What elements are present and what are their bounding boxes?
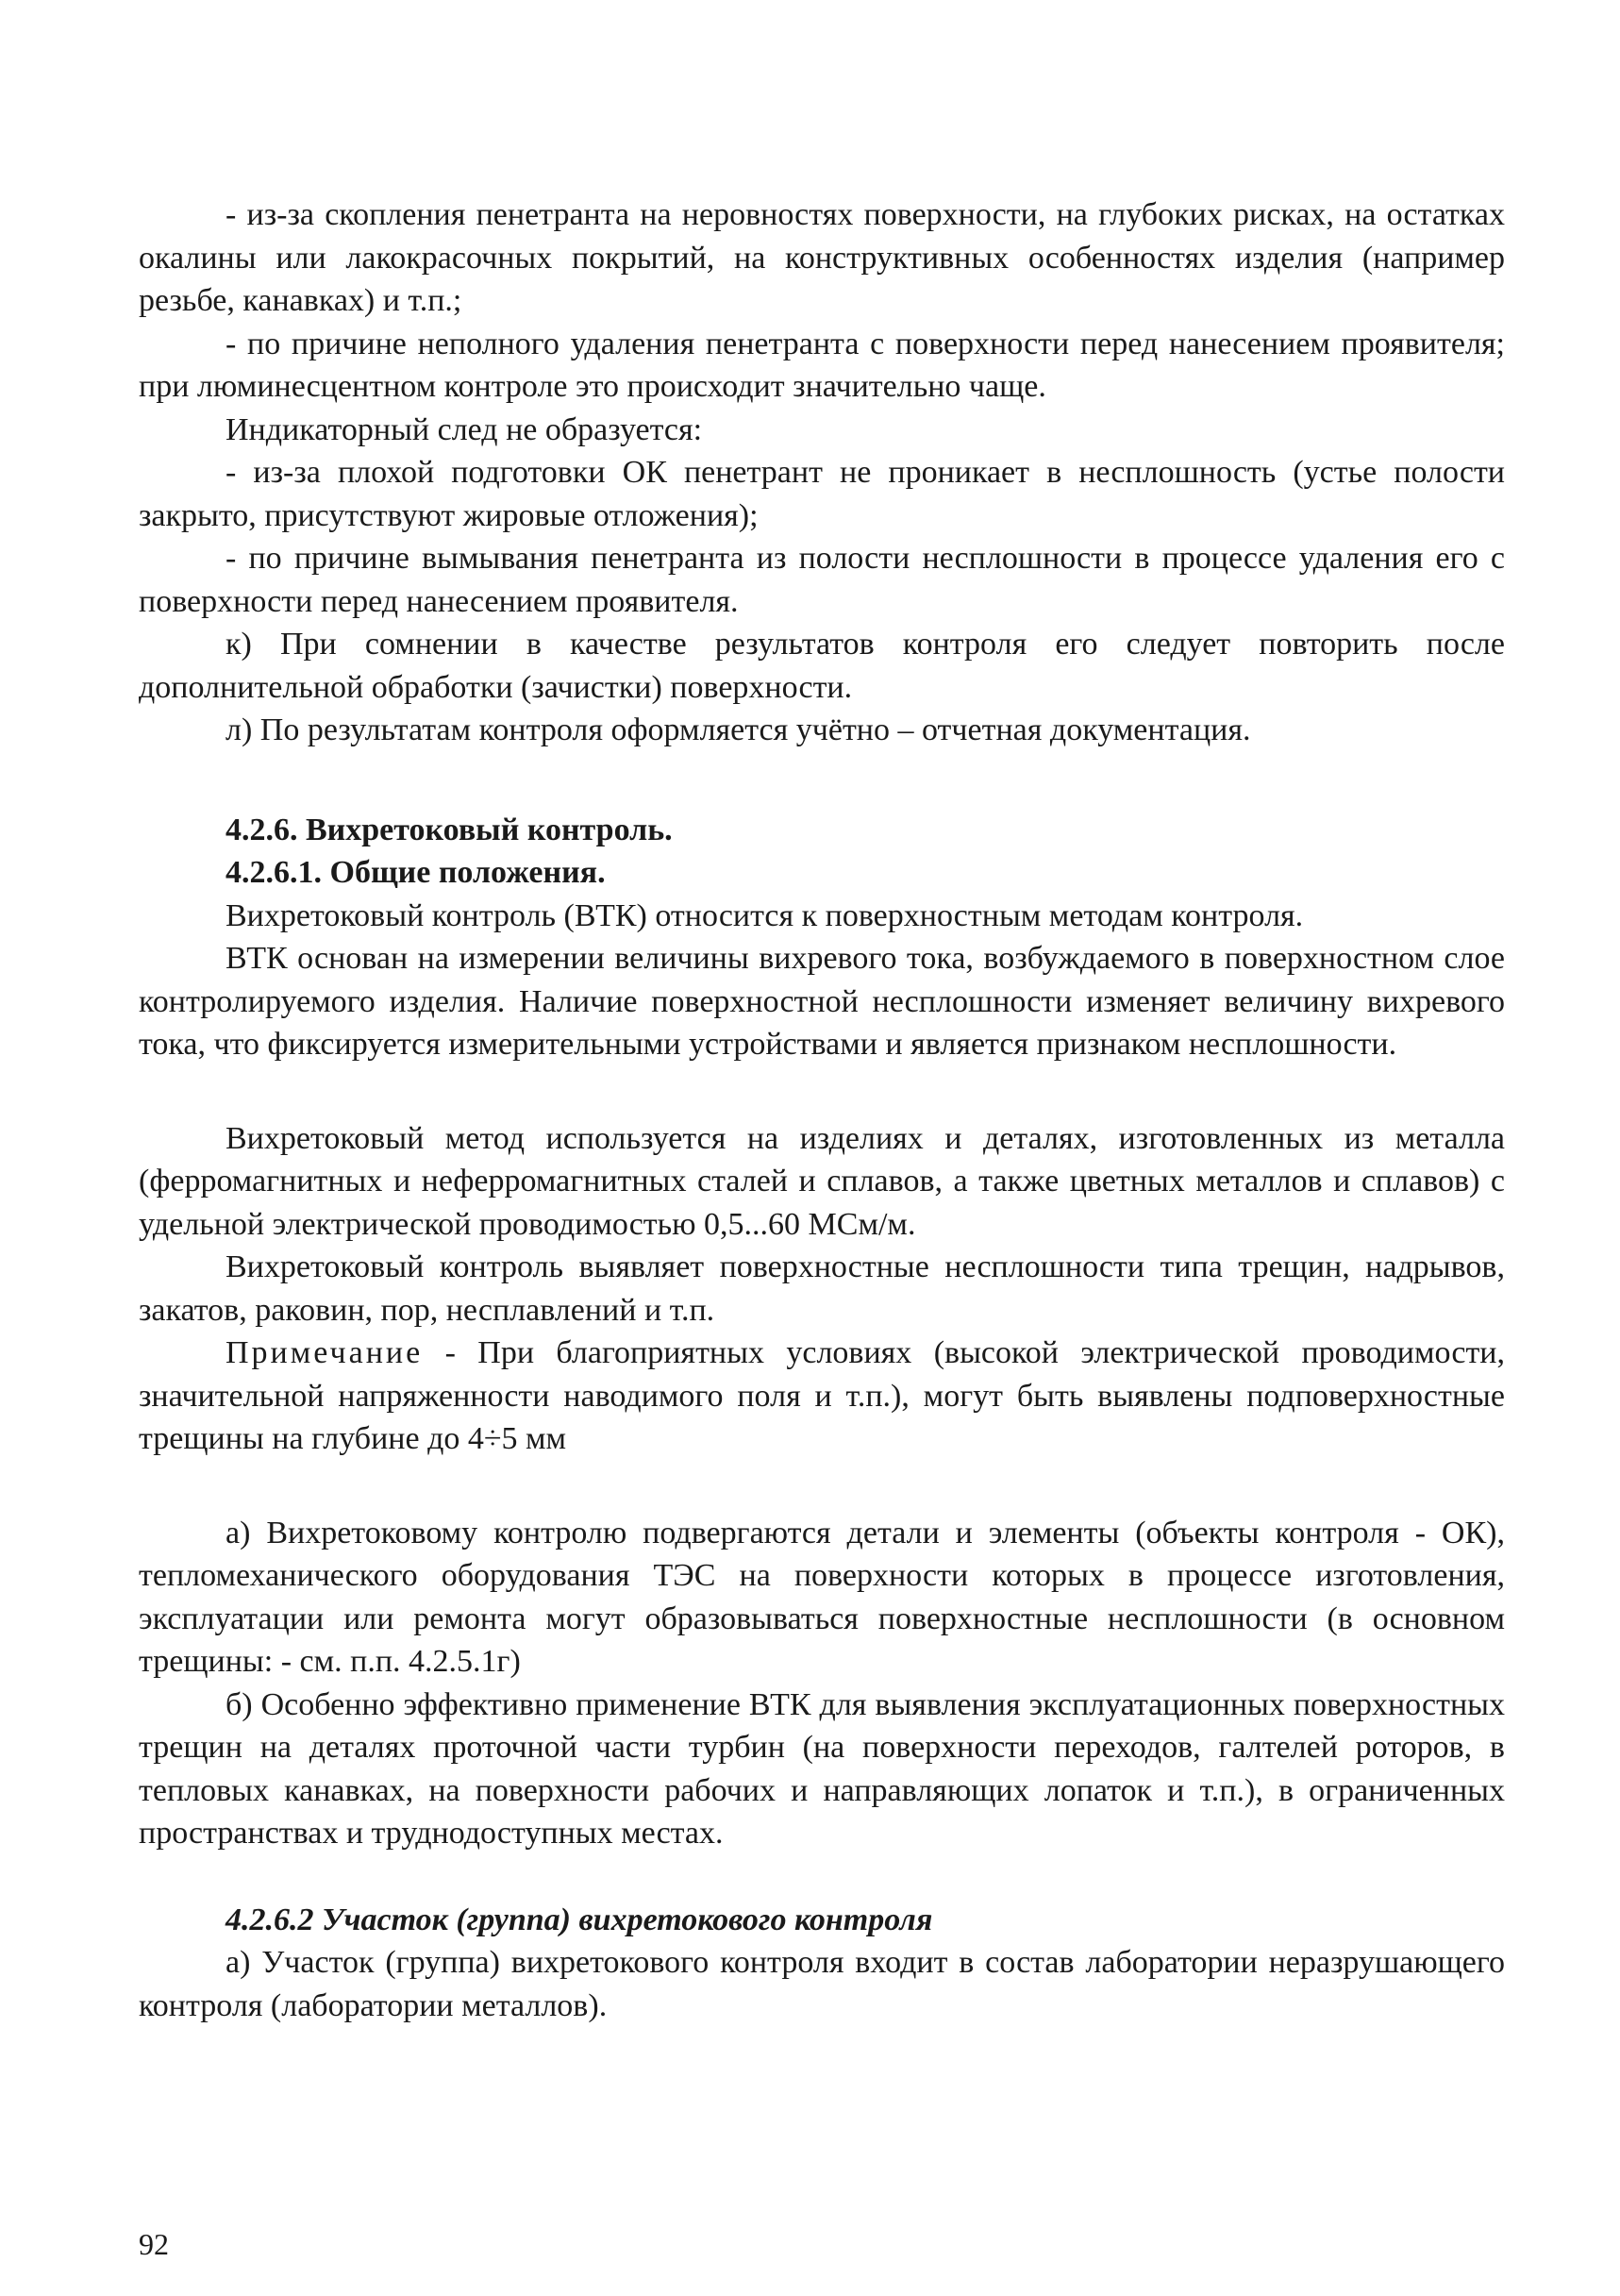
spacer xyxy=(139,752,1505,809)
paragraph: л) По результатам контроля оформляется учётно – отчетная документация. xyxy=(225,712,1251,747)
paragraph: Вихретоковый метод используется на изделиях и деталях, изготовленных из металла (ферромагнитных и неферромагнитных сталей и сплавов, а также цветных металлов и сплавов) с удельной электрической проводимостью 0,5...60 МСм/м. xyxy=(139,1120,1505,1242)
subsection-heading: 4.2.6.1. Общие положения. xyxy=(225,855,606,890)
page-number: 92 xyxy=(139,2227,169,2261)
subsection-heading: 4.2.6.2 Участок (группа) вихретокового контроля xyxy=(225,1902,933,1937)
paragraph: ВТК основан на измерении величины вихревого тока, возбуждаемого в поверхностном слое контролируемого изделия. Наличие поверхностной несплошности изменяет величину вихревого тока, что фиксируется измерительными устройствами и является признаком несплошности. xyxy=(139,941,1505,1062)
paragraph: б) Особенно эффективно применение ВТК для выявления эксплуатационных поверхностных трещин на деталях проточной части турбин (на поверхности переходов, галтелей роторов, в тепловых канавках, на поверхности рабочих и направляющих лопаток и т.п.), в ограниченных пространствах и труднодоступных местах. xyxy=(139,1686,1505,1851)
paragraph: к) При сомнении в качестве результатов контроля его следует повторить после дополнительной обработки (зачистки) поверхности. xyxy=(139,627,1505,705)
note-text: - При благоприятных условиях (высокой электрической проводимости, значительной напряженности наводимого поля и т.п.), могут быть выявлены подповерхностные трещины на глубине до 4÷5 мм xyxy=(139,1335,1505,1456)
spacer xyxy=(139,1855,1505,1899)
note-paragraph xyxy=(139,1332,1505,1461)
paragraph: Вихретоковый контроль (ВТК) относится к поверхностным методам контроля. xyxy=(225,897,1304,933)
spacer xyxy=(139,1461,1505,1512)
page-content xyxy=(139,193,1505,2027)
spacer xyxy=(139,1066,1505,1117)
paragraph: Индикаторный след не образуется: xyxy=(225,411,703,447)
paragraph: - из-за плохой подготовки ОК пенетрант не проникает в несплошность (устье полости закрыто, присутствуют жировые отложения); xyxy=(139,455,1505,533)
section-heading: 4.2.6. Вихретоковый контроль. xyxy=(225,812,673,847)
paragraph: - из-за скопления пенетранта на неровностях поверхности, на глубоких рисках, на остатках окалины или лакокрасочных покрытий, на конструктивных особенностях изделия (например резьбе, канавках) и т.п.; xyxy=(139,197,1505,318)
paragraph: - по причине вымывания пенетранта из полости несплошности в процессе удаления его с поверхности перед нанесением проявителя. xyxy=(139,541,1505,619)
paragraph: Вихретоковый контроль выявляет поверхностные несплошности типа трещин, надрывов, закатов, раковин, пор, несплавлений и т.п. xyxy=(139,1249,1505,1328)
note-label: Примечание xyxy=(225,1335,424,1370)
paragraph: а) Вихретоковому контролю подвергаются детали и элементы (объекты контроля - ОК), тепломеханического оборудования ТЭС на поверхности которых в процессе изготовления, эксплуатации или ремонта могут образовываться поверхностные несплошности (в основном трещины: - см. п.п. 4.2.5.1г) xyxy=(139,1515,1505,1679)
paragraph: - по причине неполного удаления пенетранта с поверхности перед нанесением проявителя; при люминесцентном контроле это происходит значительно чаще. xyxy=(139,326,1505,404)
paragraph: а) Участок (группа) вихретокового контроля входит в состав лаборатории неразрушающего контроля (лаборатории металлов). xyxy=(139,1945,1505,2023)
